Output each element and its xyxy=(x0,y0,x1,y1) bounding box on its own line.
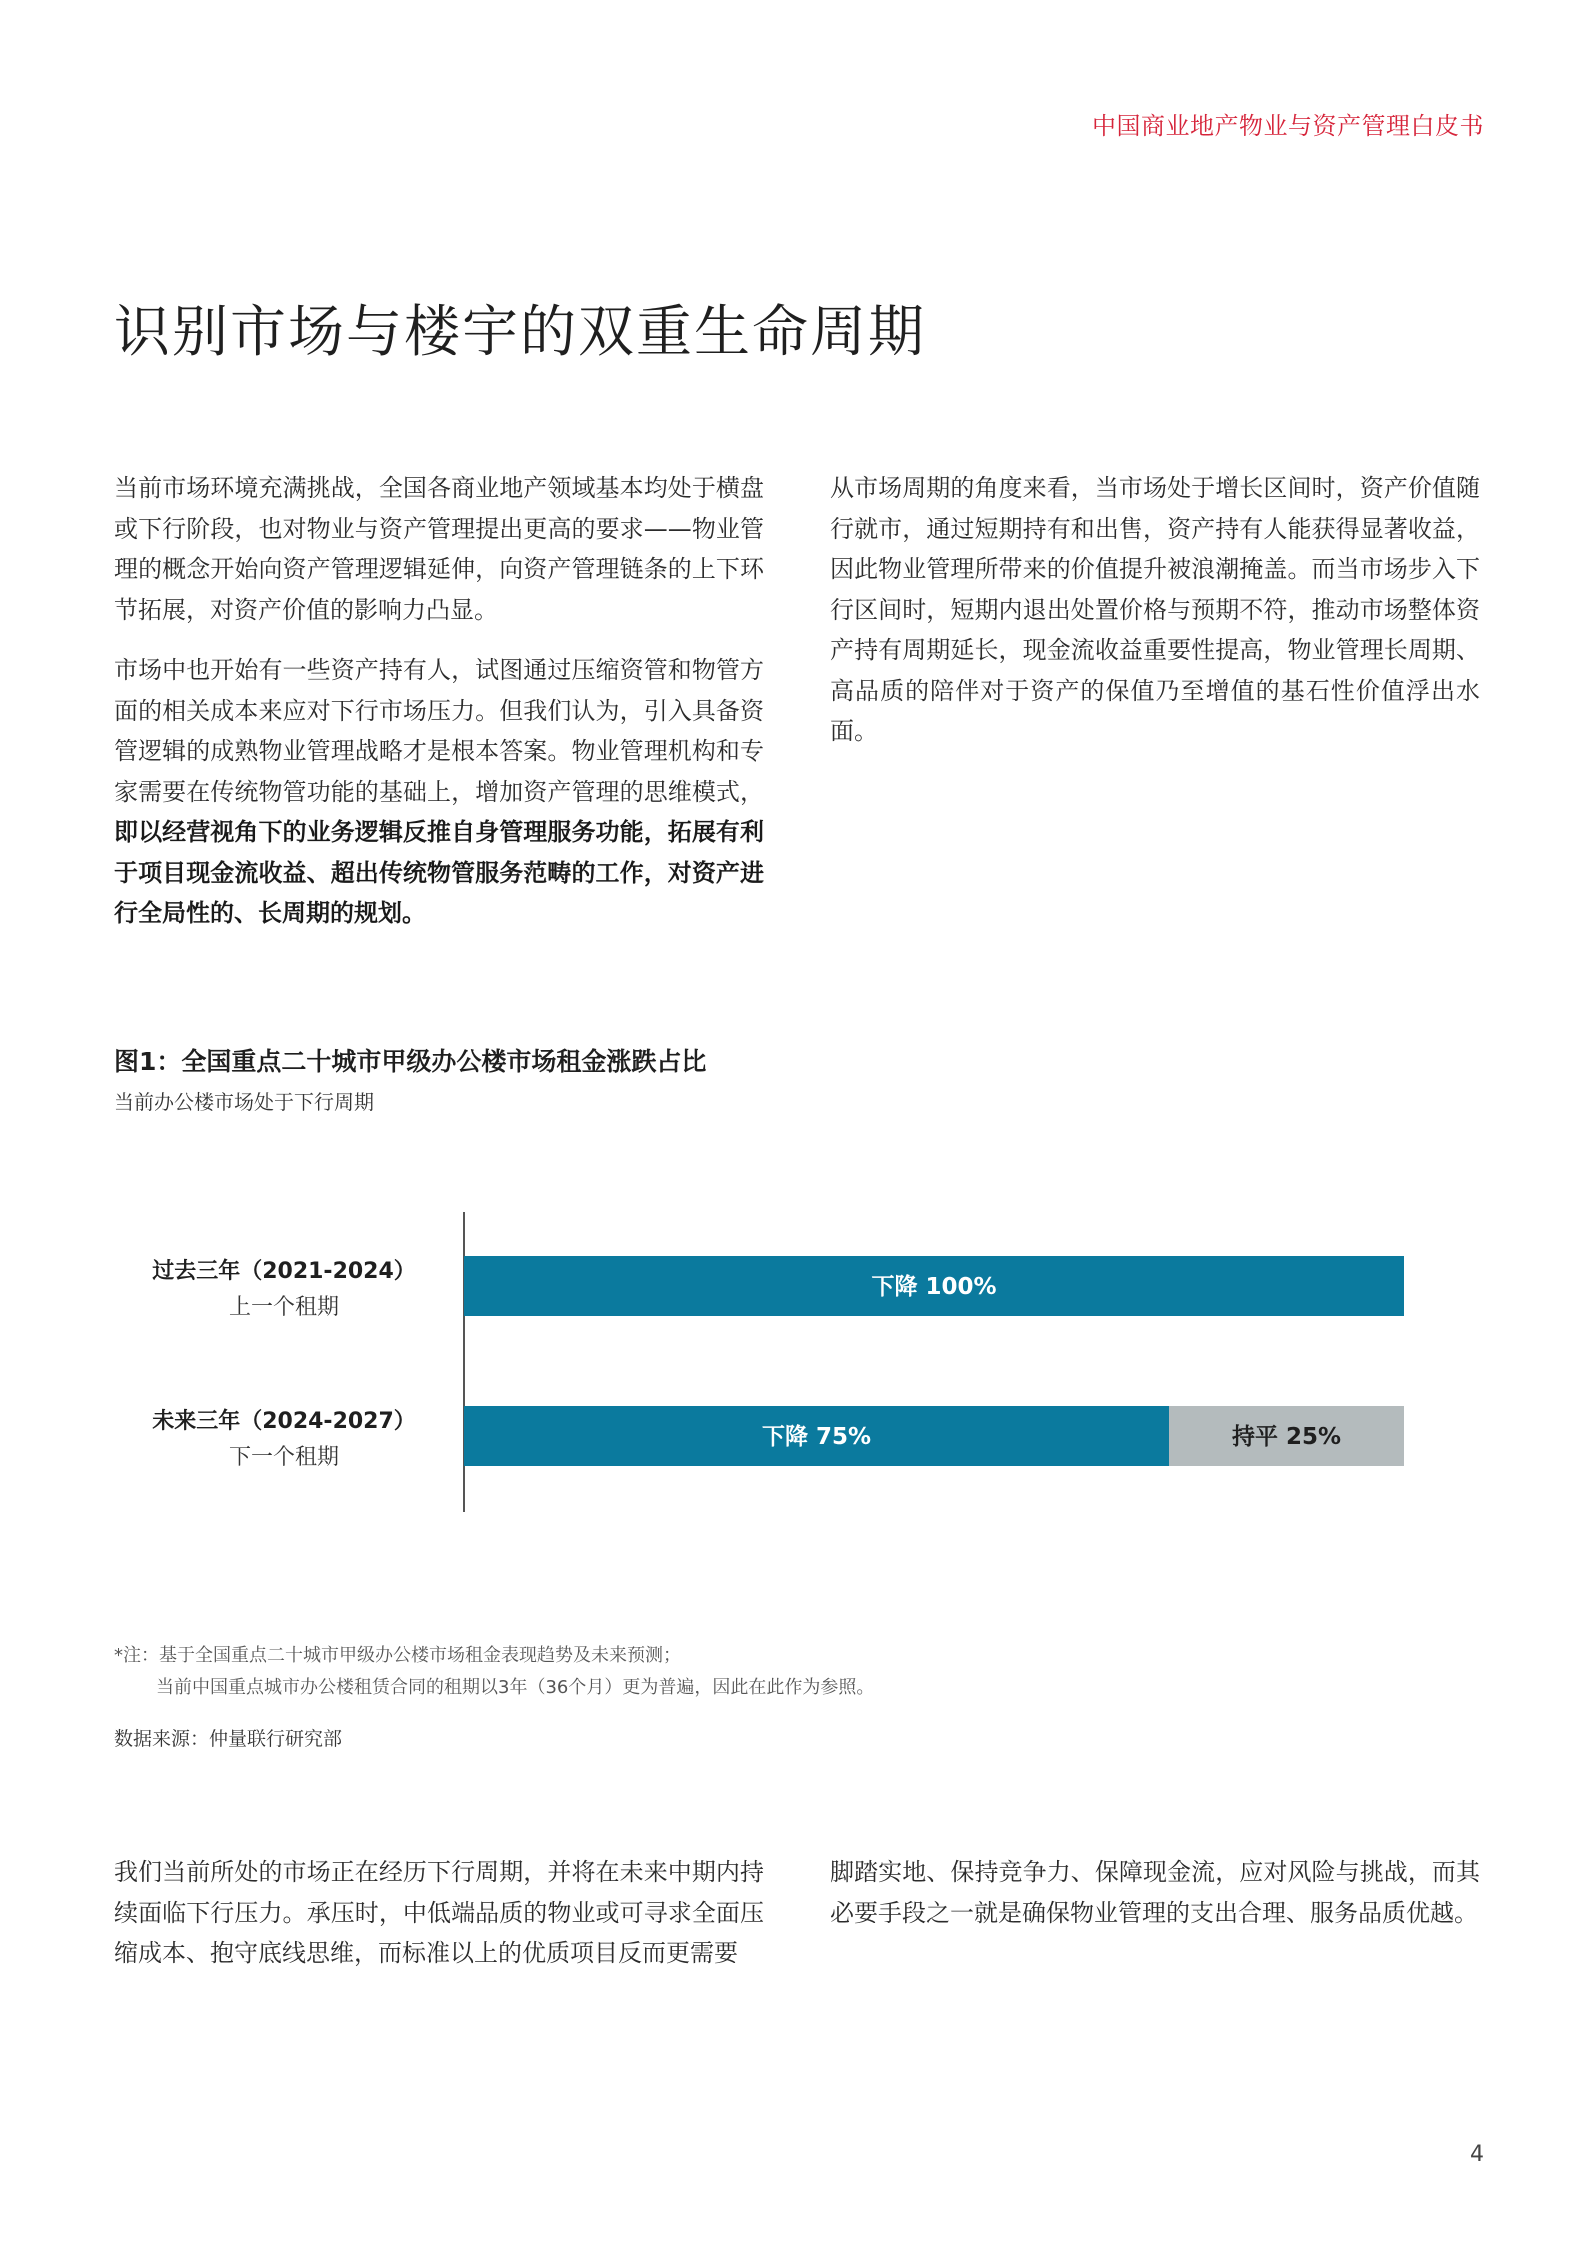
page-number: 4 xyxy=(1470,2142,1484,2167)
bottom-left-paragraph: 我们当前所处的市场正在经历下行周期，并将在未来中期内持续面临下行压力。承压时，中低端品质的物业或可寻求全面压缩成本、抱守底线思维，而标准以上的优质项目反而更需要 xyxy=(114,1858,764,1967)
bottom-right-column xyxy=(830,1852,1480,1953)
intro-paragraph-2-bold: 即以经营视角下的业务逻辑反推自身管理服务功能，拓展有利于项目现金流收益、超出传统物管服务范畴的工作，对资产进行全局性的、长周期的规划。 xyxy=(114,818,764,927)
figure-note-line-1: *注：基于全国重点二十城市甲级办公楼市场租金表现趋势及未来预测； xyxy=(114,1645,681,1666)
figure-title: 图1：全国重点二十城市甲级办公楼市场租金涨跌占比 xyxy=(114,1047,707,1076)
intro-right-paragraph: 从市场周期的角度来看，当市场处于增长区间时，资产价值随行就市，通过短期持有和出售，资产持有人能获得显著收益，因此物业管理所带来的价值提升被浪潮掩盖。而当市场步入下行区间时，短期内退出处置价格与预期不符，推动市场整体资产持有周期延长，现金流收益重要性提高，物业管理长周期、高品质的陪伴对于资产的保值乃至增值的基石性价值浮出水面。 xyxy=(830,474,1480,745)
figure-notes xyxy=(114,1640,874,1704)
rent-change-chart xyxy=(114,1200,1414,1520)
header-title: 中国商业地产物业与资产管理白皮书 xyxy=(1092,112,1484,140)
page-title: 识别市场与楼宇的双重生命周期 xyxy=(114,300,926,365)
figure-subtitle: 当前办公楼市场处于下行周期 xyxy=(114,1090,374,1114)
intro-left-column xyxy=(114,468,764,954)
figure-note-line-2: 当前中国重点城市办公楼租赁合同的租期以3年（36个月）更为普遍，因此在此作为参照。 xyxy=(156,1677,875,1698)
data-source: 数据来源：仲量联行研究部 xyxy=(114,1728,343,1750)
bottom-right-paragraph: 脚踏实地、保持竞争力、保障现金流，应对风险与挑战，而其必要手段之一就是确保物业管理的支出合理、服务品质优越。 xyxy=(830,1858,1480,1927)
intro-right-column xyxy=(830,468,1480,772)
category-sublabel: 上一个租期 xyxy=(228,1295,340,1320)
category-label: 未来三年（2024-2027） xyxy=(152,1409,416,1434)
bar-data-label: 持平 25% xyxy=(1231,1424,1342,1450)
intro-paragraph-2 xyxy=(114,650,764,934)
bar-data-label: 下降 100% xyxy=(871,1274,997,1300)
intro-paragraph-2-text: 市场中也开始有一些资产持有人，试图通过压缩资管和物管方面的相关成本来应对下行市场压力。但我们认为，引入具备资管逻辑的成熟物业管理战略才是根本答案。物业管理机构和专家需要在传统物管功能的基础上，增加资产管理的思维模式， xyxy=(114,656,764,806)
intro-paragraph-1: 当前市场环境充满挑战，全国各商业地产领域基本均处于横盘或下行阶段，也对物业与资产管理提出更高的要求——物业管理的概念开始向资产管理逻辑延伸，向资产管理链条的上下环节拓展，对资产价值的影响力凸显。 xyxy=(114,474,764,624)
bar-data-label: 下降 75% xyxy=(761,1424,872,1450)
bottom-left-column xyxy=(114,1852,764,1994)
category-sublabel: 下一个租期 xyxy=(228,1445,340,1470)
category-label: 过去三年（2021-2024） xyxy=(152,1259,416,1284)
